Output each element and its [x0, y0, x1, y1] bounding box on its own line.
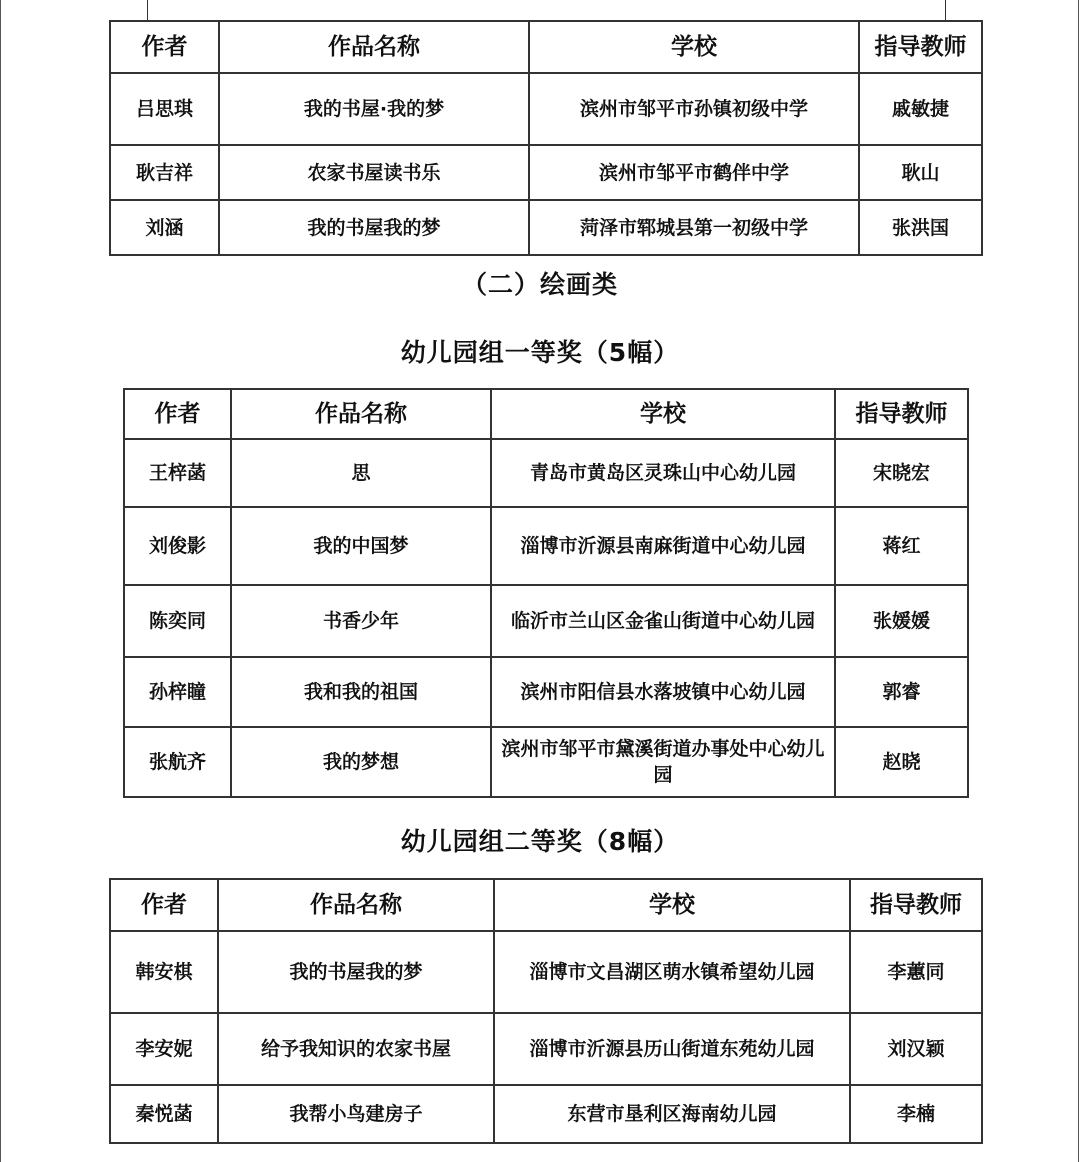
cell-title: 给予我知识的农家书屋: [218, 1013, 494, 1085]
column-header-teacher: 指导教师: [850, 879, 982, 931]
table-row: [110, 200, 982, 255]
cell-author: 李安妮: [110, 1013, 218, 1085]
group-title-kindergarten-first-prize: 幼儿园组一等奖（5幅）: [400, 338, 680, 367]
table-row: [110, 73, 982, 145]
column-header-author: 作者: [110, 879, 218, 931]
column-header-school: 学校: [494, 879, 850, 931]
table-header-row: [110, 21, 982, 73]
column-header-title: 作品名称: [219, 21, 529, 73]
cell-title: 农家书屋读书乐: [219, 145, 529, 200]
cell-author: 秦悦菡: [110, 1085, 218, 1143]
cell-school: 东营市垦利区海南幼儿园: [494, 1085, 850, 1143]
award-table-middle-school: [109, 20, 983, 256]
cell-teacher: 蒋红: [835, 507, 968, 585]
column-header-school: 学校: [529, 21, 859, 73]
column-header-school: 学校: [491, 389, 835, 439]
cell-teacher: 张洪国: [859, 200, 982, 255]
column-header-author: 作者: [124, 389, 231, 439]
table-row: [110, 1013, 982, 1085]
cell-title: 我和我的祖国: [231, 657, 491, 727]
table-header-row: [124, 389, 968, 439]
cell-author: 刘俊影: [124, 507, 231, 585]
margin-mark-left: [147, 0, 148, 20]
cell-author: 韩安棋: [110, 931, 218, 1013]
cell-teacher: 戚敏捷: [859, 73, 982, 145]
cell-school: 滨州市邹平市孙镇初级中学: [529, 73, 859, 145]
column-header-teacher: 指导教师: [859, 21, 982, 73]
table-header-row: [110, 879, 982, 931]
cell-school: 滨州市阳信县水落坡镇中心幼儿园: [491, 657, 835, 727]
award-table-kindergarten-first-prize: [123, 388, 969, 798]
cell-title: 书香少年: [231, 585, 491, 657]
table-row: [124, 727, 968, 797]
cell-school: 淄博市沂源县南麻街道中心幼儿园: [491, 507, 835, 585]
cell-title: 我的书屋我的梦: [219, 200, 529, 255]
cell-title: 思: [231, 439, 491, 507]
column-header-title: 作品名称: [231, 389, 491, 439]
cell-author: 张航齐: [124, 727, 231, 797]
cell-teacher: 张媛媛: [835, 585, 968, 657]
cell-school: 滨州市邹平市黛溪街道办事处中心幼儿园: [491, 727, 835, 797]
cell-teacher: 刘汉颖: [850, 1013, 982, 1085]
table-row: [110, 145, 982, 200]
cell-title: 我的中国梦: [231, 507, 491, 585]
column-header-teacher: 指导教师: [835, 389, 968, 439]
page-right-edge: [1078, 0, 1079, 1162]
cell-teacher: 郭睿: [835, 657, 968, 727]
cell-teacher: 耿山: [859, 145, 982, 200]
column-header-author: 作者: [110, 21, 219, 73]
group-title-kindergarten-second-prize: 幼儿园组二等奖（8幅）: [400, 827, 680, 856]
cell-title: 我帮小鸟建房子: [218, 1085, 494, 1143]
cell-title: 我的书屋·我的梦: [219, 73, 529, 145]
cell-title: 我的梦想: [231, 727, 491, 797]
table-row: [124, 439, 968, 507]
section-heading-painting: （二）绘画类: [461, 270, 618, 299]
cell-teacher: 李楠: [850, 1085, 982, 1143]
cell-author: 耿吉祥: [110, 145, 219, 200]
cell-author: 陈奕同: [124, 585, 231, 657]
cell-author: 孙梓瞳: [124, 657, 231, 727]
cell-school: 淄博市沂源县历山街道东苑幼儿园: [494, 1013, 850, 1085]
cell-author: 王梓菡: [124, 439, 231, 507]
cell-author: 刘涵: [110, 200, 219, 255]
cell-teacher: 宋晓宏: [835, 439, 968, 507]
cell-school: 临沂市兰山区金雀山街道中心幼儿园: [491, 585, 835, 657]
page-left-edge: [0, 0, 1, 1162]
table-row: [124, 585, 968, 657]
cell-school: 淄博市文昌湖区萌水镇希望幼儿园: [494, 931, 850, 1013]
table-row: [124, 657, 968, 727]
table-row: [124, 507, 968, 585]
cell-teacher: 赵晓: [835, 727, 968, 797]
cell-author: 吕思琪: [110, 73, 219, 145]
column-header-title: 作品名称: [218, 879, 494, 931]
table-row: [110, 1085, 982, 1143]
table-row: [110, 931, 982, 1013]
cell-school: 菏泽市郓城县第一初级中学: [529, 200, 859, 255]
cell-school: 青岛市黄岛区灵珠山中心幼儿园: [491, 439, 835, 507]
cell-school: 滨州市邹平市鹤伴中学: [529, 145, 859, 200]
award-table-kindergarten-second-prize: [109, 878, 983, 1144]
cell-title: 我的书屋我的梦: [218, 931, 494, 1013]
cell-teacher: 李蕙同: [850, 931, 982, 1013]
margin-mark-right: [945, 0, 946, 20]
